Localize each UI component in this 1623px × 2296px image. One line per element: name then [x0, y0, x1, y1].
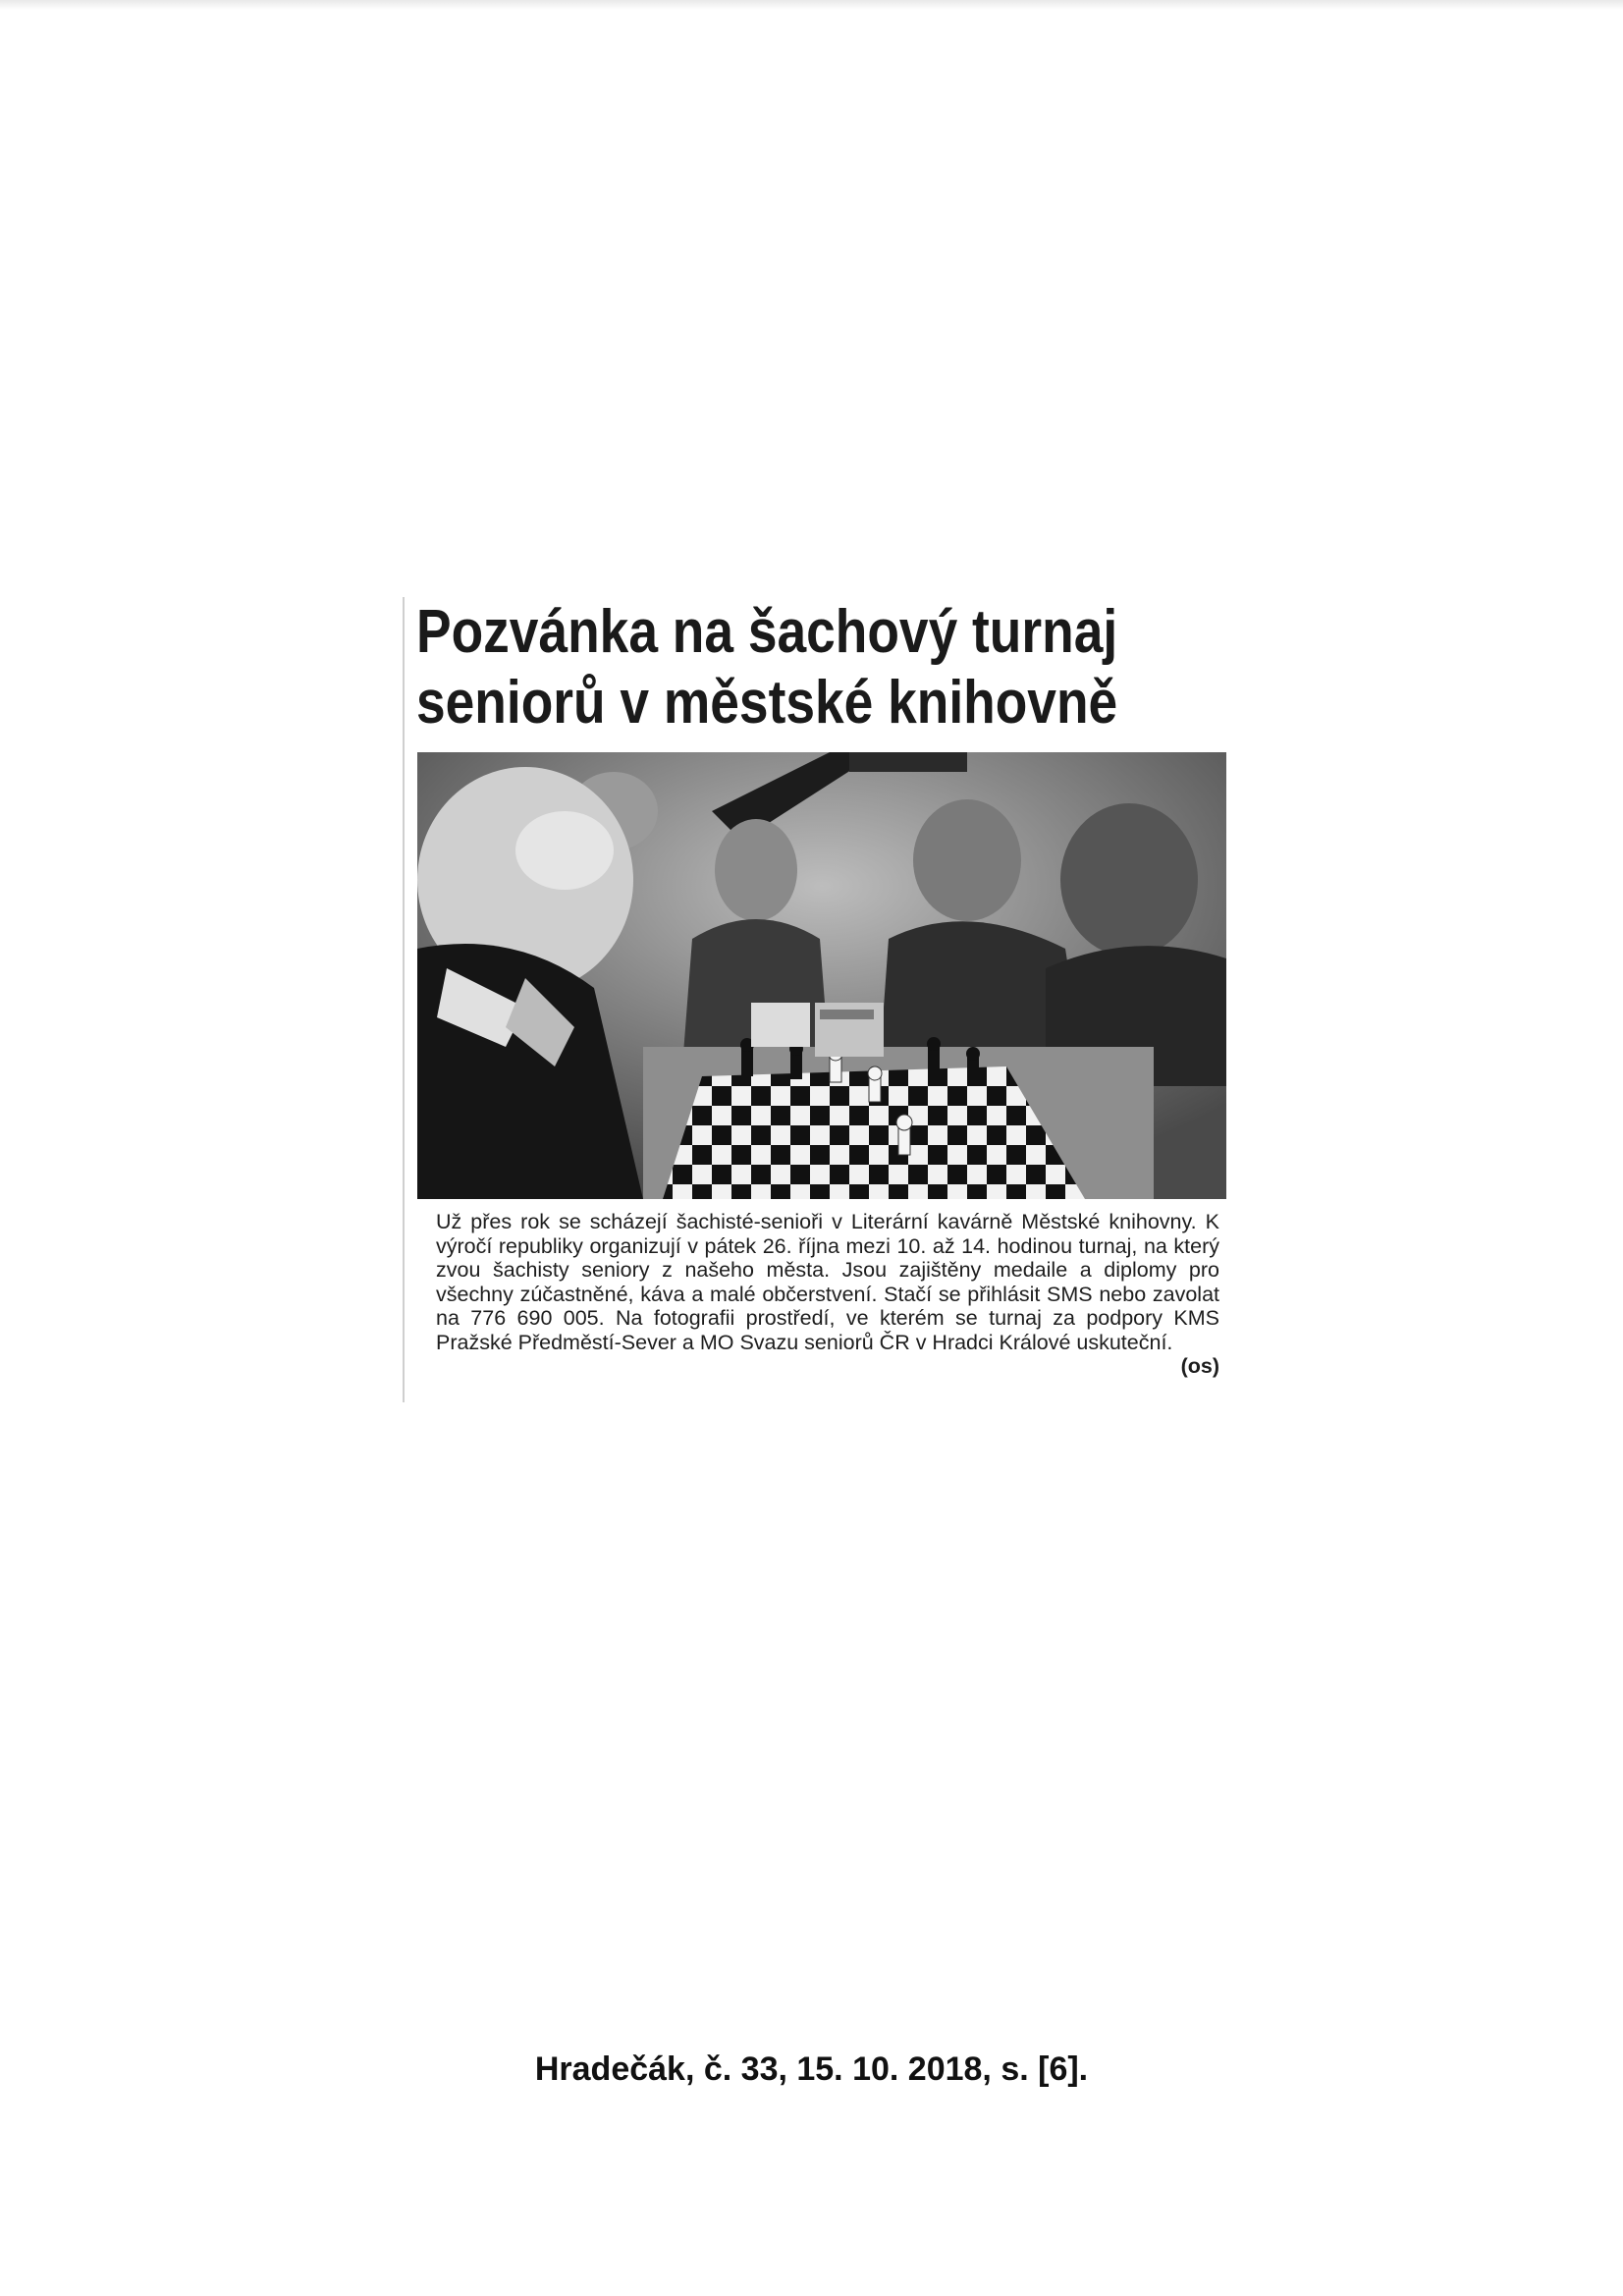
source-citation: Hradečák, č. 33, 15. 10. 2018, s. [6]. [534, 2050, 1089, 2088]
headline-line-1: Pozvánka na šachový turnaj [416, 598, 1118, 666]
chess-photo [417, 752, 1226, 1199]
scan-edge [0, 0, 1623, 10]
article-body [436, 1210, 1219, 1379]
article-byline: (os) [1180, 1354, 1219, 1378]
headline-line-2: seniorů v městské knihovně [416, 669, 1118, 737]
article-text: Už přes rok se scházejí šachisté-senioři v Literární kavárně Městské knihovny. K výročí republiky organizují v pátek 26. října mezi 10. až 14. hodinou turnaj, na který zvou šachisty seniory z našeho města. Jsou zajištěny medaile a diplomy pro všechny zúčastněné, káva a malé občerstvení. Stačí se přihlásit SMS nebo zavolat na 776 690 005. Na fotografii prostředí, ve kterém se turnaj za podpory KMS Pražské Předměstí-Sever a MO Svazu seniorů ČR v Hradci Králové uskuteční. [436, 1210, 1219, 1354]
clipping-edge [403, 597, 405, 1402]
article-headline [416, 597, 1117, 738]
newspaper-clipping [403, 585, 1237, 1410]
